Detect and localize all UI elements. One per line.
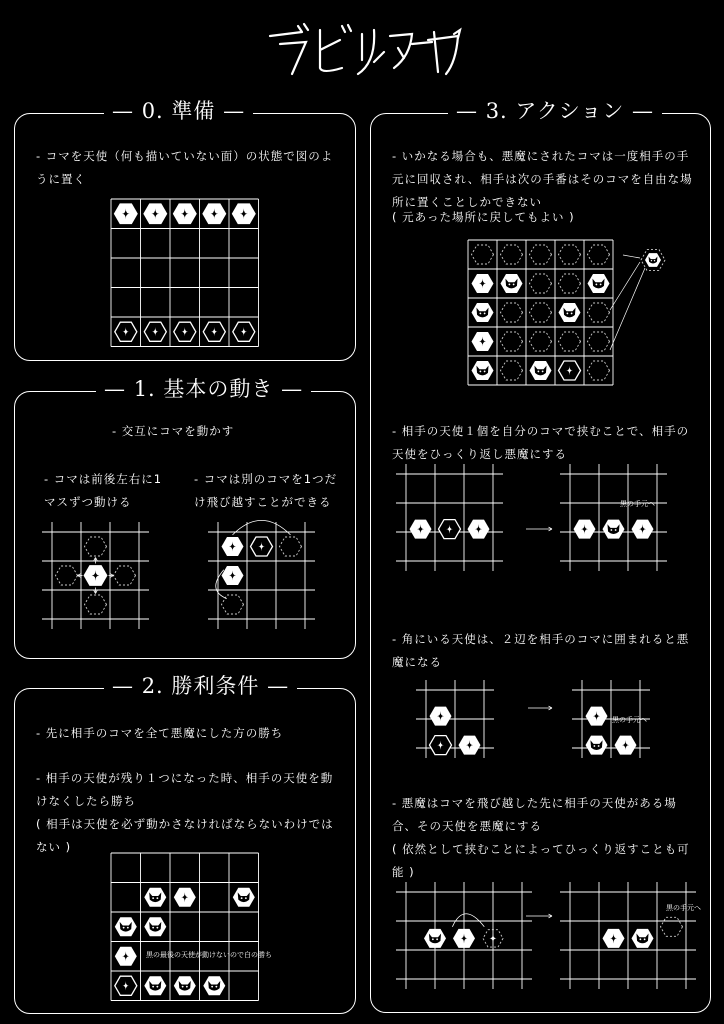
empty-hex-outline: [501, 303, 523, 322]
devil-eye: [571, 313, 573, 315]
hand-label-1: 黒の手元へ: [620, 500, 655, 508]
devil-eye: [566, 313, 568, 315]
empty-hex-outline: [501, 361, 523, 380]
empty-hex-outline: [588, 332, 610, 351]
devil-eye: [593, 745, 595, 747]
devil-eye: [600, 284, 602, 286]
action-rule-1: - いかなる場合も、悪魔にされたコマは一度相手の手元に回収され、相手は次の手番はそのコマを自由な場所に置くことしかできない: [392, 149, 693, 209]
jump-arc: [452, 914, 484, 927]
movement-title: — 1. 基本の動き —: [96, 376, 311, 402]
devil-eye: [513, 284, 515, 286]
empty-hex-outline: [472, 245, 494, 264]
action-rule-2: - 相手の天使１個を自分のコマで挟むことで、相手の天使をひっくり返し悪魔にする: [392, 424, 690, 461]
hand-label-2: 黒の手元へ: [612, 716, 647, 724]
setup-instruction: - コマを天使（何も描いていない面）の状態で図のように置く: [36, 149, 334, 186]
devil-eye: [436, 938, 438, 940]
empty-hex-outline: [530, 274, 552, 293]
empty-hex-outline: [588, 245, 610, 264]
empty-hex-outline: [501, 332, 523, 351]
pointer-line: [623, 255, 640, 258]
devil-eye: [432, 938, 434, 940]
action-rule-3: - 角にいる天使は、２辺を相手のコマに囲まれると悪魔になる: [392, 632, 690, 669]
pointer-line: [610, 262, 640, 310]
devil-eye: [639, 938, 641, 940]
hand-label-3: 黒の手元へ: [666, 904, 701, 912]
victory-rule-1: - 先に相手のコマを全て悪魔にした方の勝ち: [36, 726, 284, 740]
devil-eye: [508, 284, 510, 286]
victory-annotation: 黒の最後の天使が動けないので白の勝ち: [146, 951, 272, 959]
movement-left-rule: - コマは前後左右に1マスずつ動ける: [44, 472, 163, 509]
devil-eye: [479, 313, 481, 315]
setup-title: — 0. 準備 —: [104, 98, 253, 124]
devil-eye: [537, 371, 539, 373]
empty-hex-outline: [559, 274, 581, 293]
victory-title: — 2. 勝利条件 —: [104, 673, 297, 699]
devil-eye: [595, 284, 597, 286]
devil-eye: [598, 745, 600, 747]
empty-hex-outline: [501, 245, 523, 264]
action-rule-4-note: ( 依然として挟むことによってひっくり返すことも可能 ): [392, 842, 690, 879]
victory-rule-2-note: ( 相手は天使を必ず動かさなければならないわけではない ): [36, 817, 334, 854]
empty-hex-outline: [588, 303, 610, 322]
devil-eye: [542, 371, 544, 373]
action-rule-1-note: ( 元あった場所に戻してもよい ): [392, 210, 575, 224]
devil-eye: [484, 313, 486, 315]
pointer-line: [610, 268, 645, 350]
empty-hex-outline: [530, 303, 552, 322]
movement-right-rule: - コマは別のコマを1つだけ飛び越すことができる: [194, 472, 338, 509]
empty-hex-outline: [661, 917, 683, 936]
empty-hex-outline: [559, 245, 581, 264]
movement-intro: - 交互にコマを動かす: [112, 424, 235, 438]
devil-eye: [484, 371, 486, 373]
devil-eye: [651, 260, 652, 261]
devil-eye: [479, 371, 481, 373]
star-icon: [490, 933, 497, 943]
empty-hex-outline: [530, 332, 552, 351]
action-title: — 3. アクション —: [448, 98, 662, 124]
devil-eye: [610, 529, 612, 531]
devil-eye: [615, 529, 617, 531]
empty-hex-outline: [559, 332, 581, 351]
empty-hex-outline: [588, 361, 610, 380]
action-rule-4: - 悪魔はコマを飛び越した先に相手の天使がある場合、その天使を悪魔にする: [392, 796, 677, 833]
devil-eye: [654, 260, 655, 261]
empty-hex-outline: [530, 245, 552, 264]
devil-eye: [644, 938, 646, 940]
victory-rule-2: - 相手の天使が残り１つになった時、相手の天使を動けなくしたら勝ち: [36, 771, 334, 808]
